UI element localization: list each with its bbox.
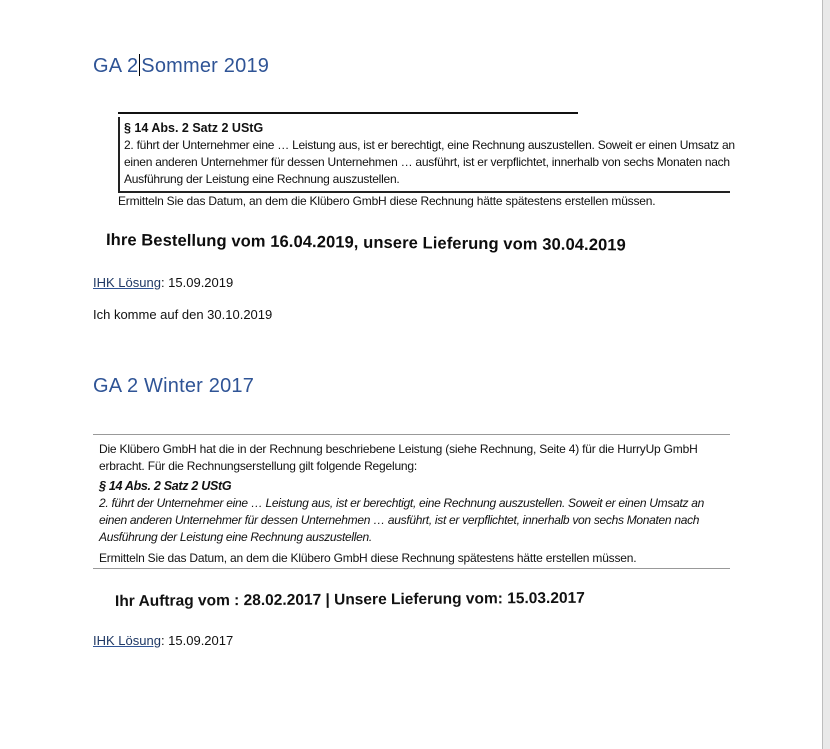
scanned-law-excerpt-2 [93, 434, 730, 569]
law-line: einen anderen Unternehmer für dessen Unternehmen … ausführt, ist er verpflichtet, innerhalb von sechs Monaten nach [124, 155, 730, 169]
law-line: einen anderen Unternehmer für dessen Unternehmen … ausführt, ist er verpflichtet, innerhalb von sechs Monaten nach [99, 513, 700, 527]
heading-part-1: GA 2 [93, 55, 139, 77]
scanned-order-line-1: Ihre Bestellung vom 16.04.2019, unsere Lieferung vom 30.04.2019 [105, 231, 626, 255]
scan-top-rule [118, 112, 578, 114]
ihk-solution-link[interactable]: IHK Lösung [93, 633, 161, 648]
window-gutter [823, 0, 830, 749]
law-line: 2. führt der Unternehmer eine … Leistung aus, ist er berechtigt, eine Rechnung auszustellen. Soweit er einen Umsatz an [99, 496, 704, 510]
law-title: § 14 Abs. 2 Satz 2 UStG [99, 479, 232, 493]
intro-line: erbracht. Für die Rechnungserstellung gilt folgende Regelung: [99, 459, 418, 473]
intro-line: Die Klübero GmbH hat die in der Rechnung beschriebene Leistung (siehe Rechnung, Seite 4) für die HurryUp GmbH [99, 442, 698, 456]
task-intro [93, 435, 730, 475]
ihk-solution-value: : 15.09.2019 [160, 275, 234, 290]
task-question: Ermitteln Sie das Datum, an dem die Klübero GmbH diese Rechnung spätestens hätte erstellen müssen. [99, 551, 637, 565]
ihk-solution-2 [93, 633, 233, 648]
scanned-law-excerpt-1 [118, 112, 735, 208]
ihk-solution-1 [93, 275, 233, 290]
law-line: 2. führt der Unternehmer eine … Leistung aus, ist er berechtigt, eine Rechnung auszustellen. Soweit er einen Umsatz an [124, 138, 735, 152]
scanned-order-line-2: Ihr Auftrag vom : 28.02.2017 | Unsere Lieferung vom: 15.03.2017 [114, 589, 585, 610]
task-question: Ermitteln Sie das Datum, an dem die Klübero GmbH diese Rechnung hätte spätestens erstellen müssen. [118, 194, 656, 208]
law-box [93, 475, 730, 546]
section-heading-sommer-2019[interactable] [93, 54, 269, 78]
section-heading-winter-2017[interactable]: GA 2 Winter 2017 [93, 375, 255, 397]
ihk-solution-link[interactable]: IHK Lösung [93, 275, 161, 290]
own-answer: Ich komme auf den 30.10.2019 [93, 307, 273, 322]
law-box [118, 117, 735, 193]
ihk-solution-value: : 15.09.2017 [160, 633, 234, 648]
law-line: Ausführung der Leistung eine Rechnung auszustellen. [99, 530, 372, 544]
scan-bottom-rule [93, 568, 730, 569]
heading-part-2: Sommer 2019 [141, 55, 270, 77]
law-line: Ausführung der Leistung eine Rechnung auszustellen. [124, 172, 400, 186]
law-title: § 14 Abs. 2 Satz 2 UStG [124, 121, 264, 135]
